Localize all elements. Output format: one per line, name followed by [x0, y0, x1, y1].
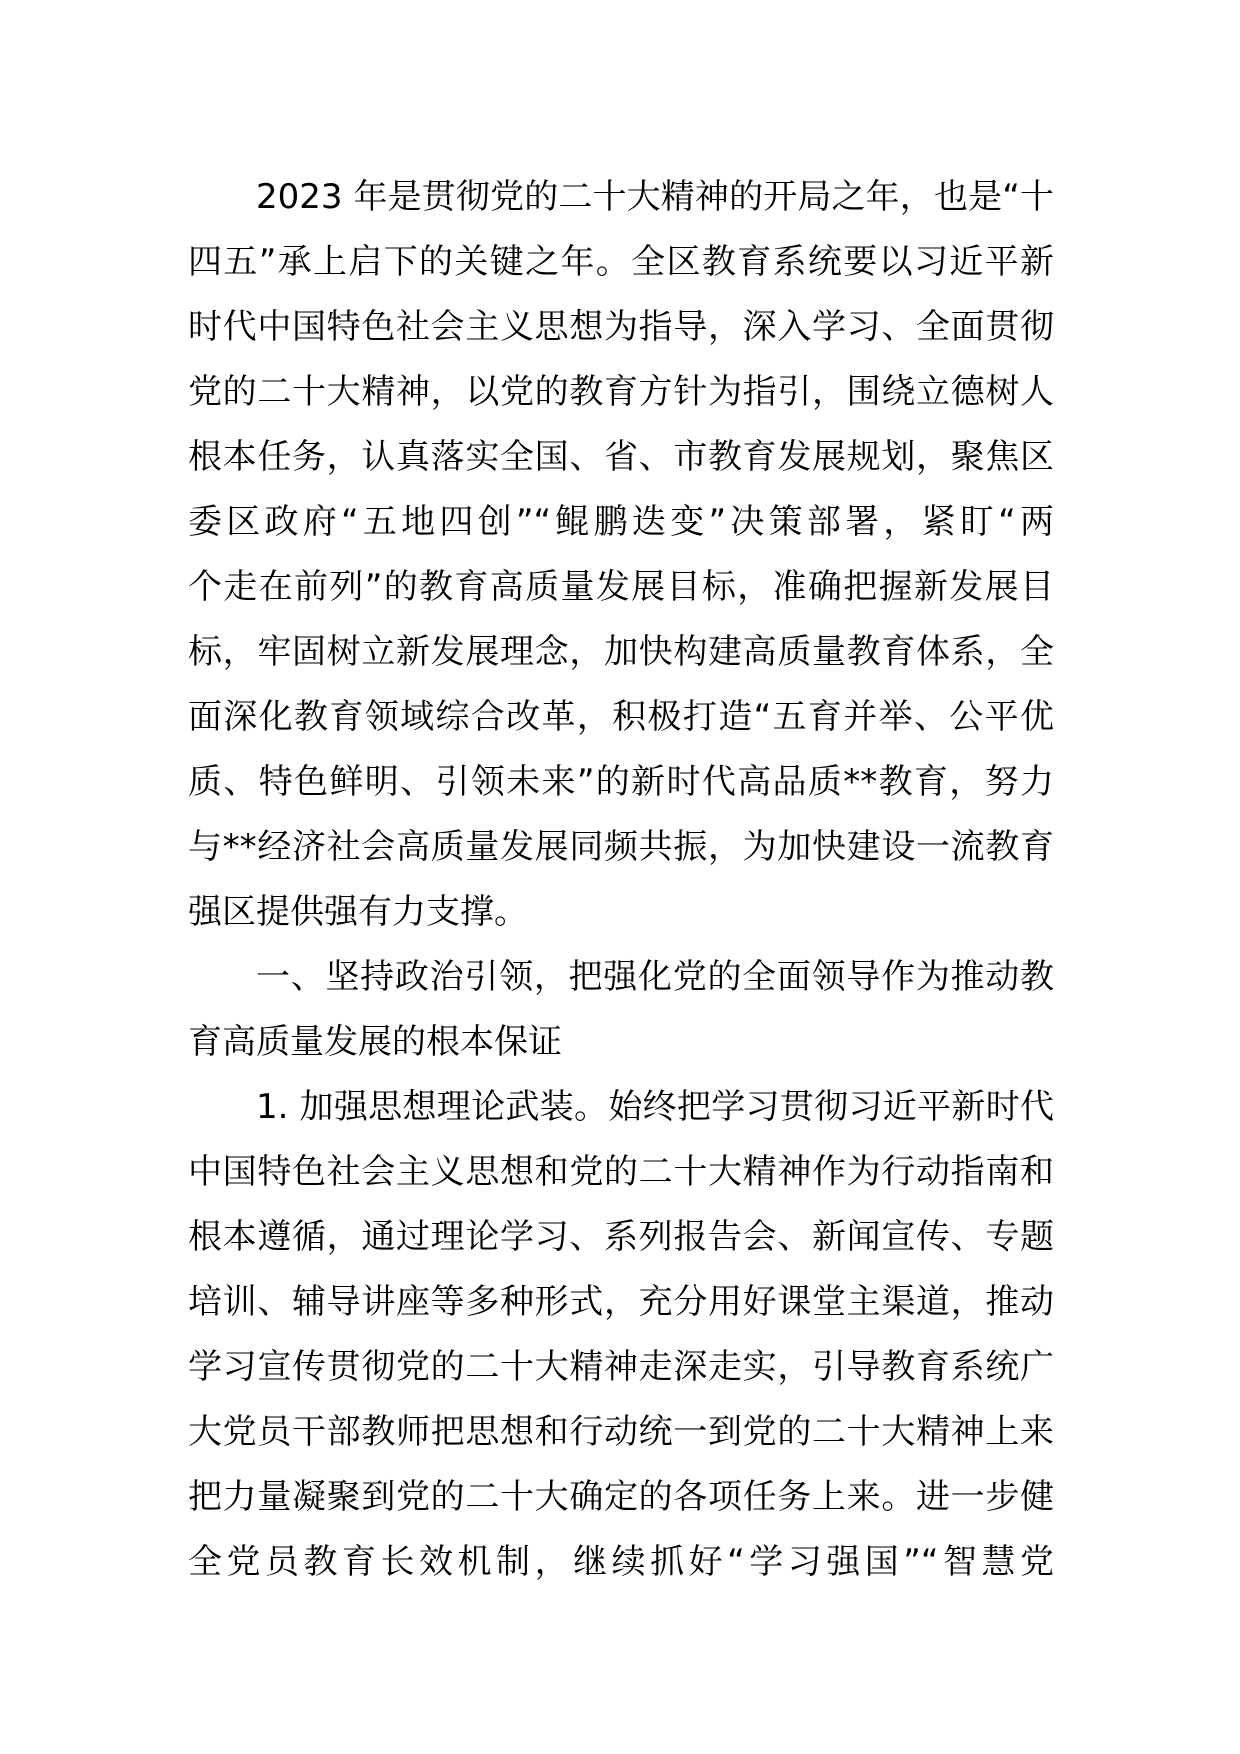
text-line: 育高质量发展的根本保证 — [188, 1022, 562, 1062]
text-line: 党的二十大精神，以党的教育方针为指引，围绕立德树人 — [188, 372, 1054, 412]
paragraph-item-1 — [188, 1075, 1054, 1595]
text-line: 强区提供强有力支撑。 — [188, 892, 528, 932]
text-line: 2023 年是贯彻党的二十大精神的开局之年，也是“十 — [256, 177, 1054, 217]
text-line: 根本遵循，通过理论学习、系列报告会、新闻宣传、专题 — [188, 1217, 1054, 1257]
text-line: 时代中国特色社会主义思想为指导，深入学习、全面贯彻 — [188, 307, 1054, 347]
text-line: 质、特色鲜明、引领未来”的新时代高品质**教育，努力 — [188, 762, 1054, 802]
text-line: 一、坚持政治引领，把强化党的全面领导作为推动教 — [256, 957, 1054, 997]
text-line: 与**经济社会高质量发展同频共振，为加快建设一流教育 — [188, 827, 1054, 867]
text-line: 学习宣传贯彻党的二十大精神走深走实，引导教育系统广 — [188, 1347, 1054, 1387]
text-line: 委区政府“五地四创”“鲲鹏迭变”决策部署，紧盯“两 — [188, 502, 1054, 542]
text-line: 中国特色社会主义思想和党的二十大精神作为行动指南和 — [188, 1152, 1054, 1192]
text-line: 培训、辅导讲座等多种形式，充分用好课堂主渠道，推动 — [188, 1282, 1054, 1322]
text-line: 1. 加强思想理论武装。始终把学习贯彻习近平新时代 — [256, 1087, 1054, 1127]
text-line: 面深化教育领域综合改革，积极打造“五育并举、公平优 — [188, 697, 1054, 737]
text-line: 标，牢固树立新发展理念，加快构建高质量教育体系，全 — [188, 632, 1054, 672]
paragraph-intro — [188, 165, 1054, 945]
document-body — [188, 165, 1054, 1595]
text-line: 根本任务，认真落实全国、省、市教育发展规划，聚焦区 — [188, 437, 1054, 477]
text-line: 大党员干部教师把思想和行动统一到党的二十大精神上来 — [188, 1412, 1054, 1452]
text-line: 四五”承上启下的关键之年。全区教育系统要以习近平新 — [188, 242, 1054, 282]
text-line: 个走在前列”的教育高质量发展目标，准确把握新发展目 — [188, 567, 1054, 607]
text-line: 全党员教育长效机制，继续抓好“学习强国”“智慧党 — [188, 1542, 1054, 1582]
text-line: 把力量凝聚到党的二十大确定的各项任务上来。进一步健 — [188, 1477, 1054, 1517]
section-heading — [188, 945, 1054, 1075]
